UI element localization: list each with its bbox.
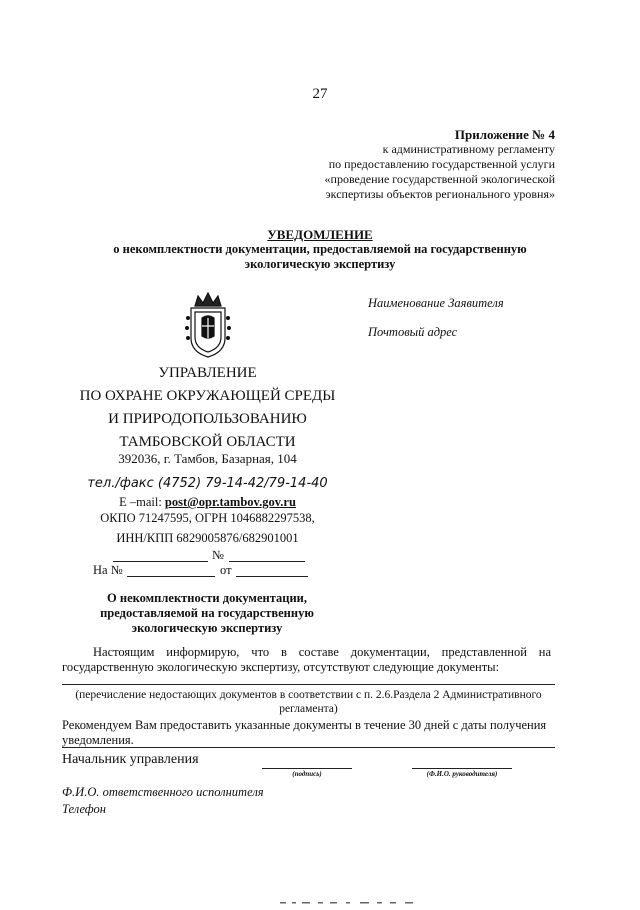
email-prefix: E –mail: [119,495,162,509]
appendix-line: к административному регламенту [382,142,555,156]
appendix-block [325,127,555,202]
tambov-coat-of-arms-icon [183,290,233,360]
email-link[interactable]: post@opr.tambov.gov.ru [164,495,296,509]
outgoing-number-row [113,548,328,564]
page-number: 27 [312,86,328,102]
title-subline: о некомплектности документации, предоставляемой на государственную [113,242,527,256]
org-line: ПО ОХРАНЕ ОКРУЖАЮЩЕЙ СРЕДЫ [79,388,336,404]
subject-line: предоставляемой на государственную [100,606,314,620]
okpo-line: ОКПО 71247595, ОГРН 1046882297538, [100,511,315,525]
title-main: УВЕДОМЛЕНИЕ [267,227,373,242]
appendix-line: экспертизы объектов регионального уровня» [325,187,555,201]
org-line: И ПРИРОДОПОЛЬЗОВАНИЮ [108,411,307,427]
organization-name [55,362,360,454]
applicant-address-label: Почтовый адрес [368,325,458,339]
executor-name-label: Ф.И.О. ответственного исполнителя [62,785,264,799]
org-line: УПРАВЛЕНИЕ [158,365,257,381]
na-number-label: На № [93,563,123,577]
title-subline: экологическую экспертизу [244,257,396,271]
recommend-underline [62,747,555,748]
chief-label: Начальник управления [62,752,199,767]
org-requisites [55,494,360,546]
number-blank [113,561,208,562]
body-line-2: государственную экологическую экспертизу, отсутствуют следующие документы: [62,660,500,674]
org-line: ТАМБОВСКОЙ ОБЛАСТИ [119,434,296,450]
signature-caption: (подпись) [292,770,322,778]
note-line: регламента) [279,703,338,715]
subject-line: О некомплектности документации, [107,591,307,605]
number-sign: № [212,548,224,562]
org-address: 392036, г. Тамбов, Базарная, 104 [118,451,297,466]
number-blank [127,576,215,577]
recommend-line-1: Рекомендуем Вам предоставить указанные документы в течение 30 дней с даты получения [62,718,547,732]
recommend-line-2: уведомления. [62,733,134,747]
appendix-line: по предоставлению государственной услуги [328,157,555,171]
name-line [412,768,512,769]
incoming-number-row [93,563,323,579]
note-line: (перечисление недостающих документов в соответствии с п. 2.6.Раздела 2 Административного [75,689,542,701]
signature-line [262,768,352,769]
appendix-header: Приложение № 4 [454,127,555,142]
missing-docs-note [62,688,555,716]
email-line [55,494,360,510]
org-phone: тел./факс (4752) 79-14-42/79-14-40 [87,476,328,491]
scan-marks [280,892,430,896]
inn-line: ИНН/КПП 6829005876/682901001 [116,531,299,545]
subject-block [82,591,332,636]
ot-label: от [220,563,232,577]
document-title [90,227,550,272]
executor-block [62,784,264,818]
executor-phone-label: Телефон [62,802,106,816]
applicant-name-label: Наименование Заявителя [368,296,504,310]
date-blank [236,576,308,577]
number-blank [229,561,305,562]
name-caption: (Ф.И.О. руководителя) [426,770,498,778]
document-list-rule [62,684,555,685]
subject-line: экологическую экспертизу [131,621,283,635]
body-line-1: Настоящим информирую, что в составе документации, представленной на [93,645,551,659]
appendix-line: «проведение государственной экологической [324,172,555,186]
